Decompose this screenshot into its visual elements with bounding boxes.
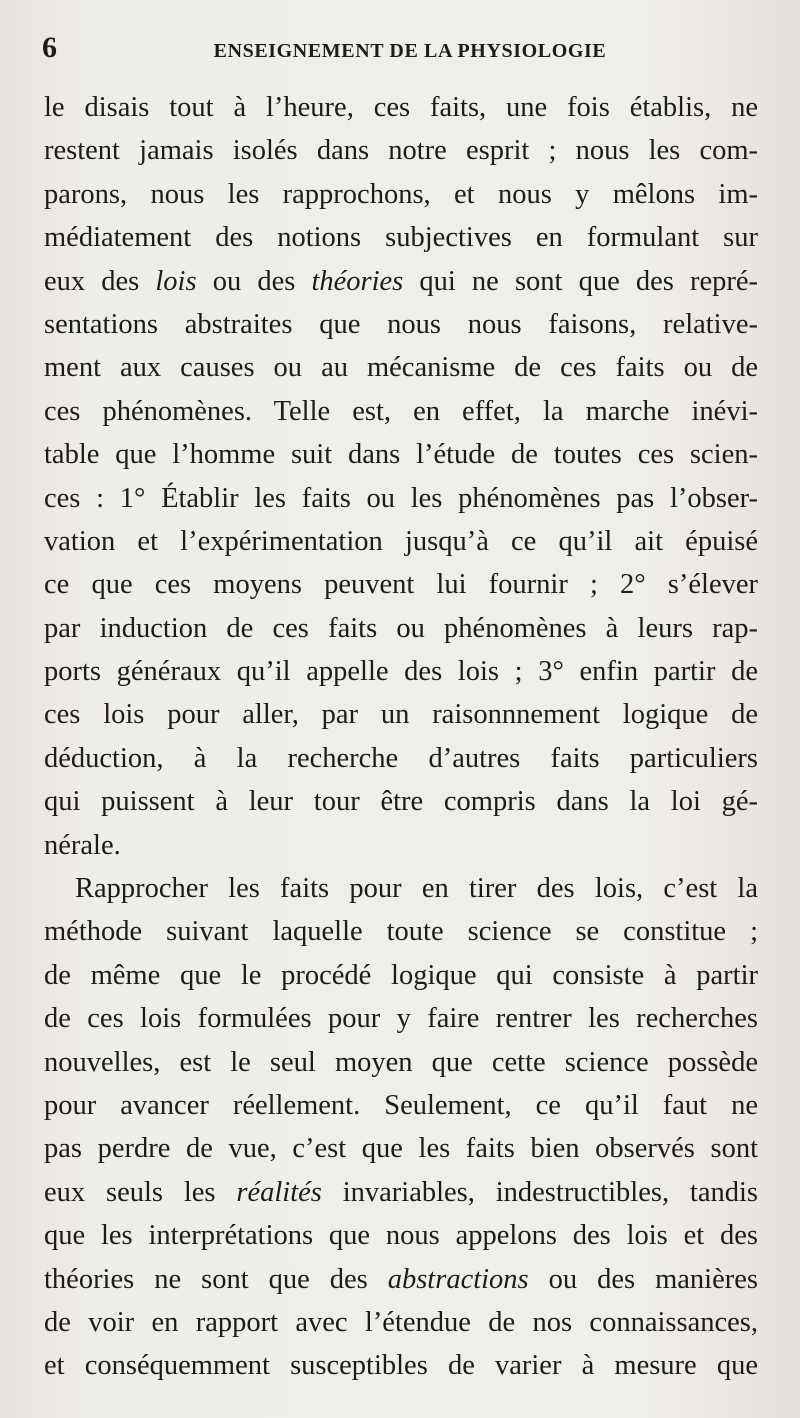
line-text: que les interprétations que nous appelons des lois et des — [44, 1220, 758, 1252]
text-line — [44, 1041, 758, 1084]
text-line — [44, 129, 758, 172]
line-text: nérale. — [44, 829, 121, 861]
text-line — [44, 346, 758, 389]
text-line — [44, 520, 758, 563]
line-text: sentations abstraites que nous nous faisons, relative- — [44, 308, 758, 340]
text-line — [44, 260, 758, 303]
line-text: le disais tout à l’heure, ces faits, une fois établis, ne — [44, 92, 758, 123]
text-line — [44, 1084, 758, 1127]
italic-term: lois — [155, 265, 197, 297]
text-line — [44, 693, 758, 736]
running-title: ENSEIGNEMENT DE LA PHYSIOLOGIE — [213, 40, 607, 62]
text-line — [44, 303, 758, 346]
text-line — [44, 1344, 758, 1387]
text-line — [44, 824, 758, 867]
italic-term: réalités — [236, 1176, 322, 1208]
text-line — [44, 216, 758, 259]
page-number: 6 — [42, 31, 57, 64]
line-text: qui puissent à leur tour être compris dans la loi gé- — [44, 786, 758, 818]
text-line — [44, 997, 758, 1040]
line-text: Rapprocher les faits pour en tirer des lois, c’est la — [75, 873, 758, 905]
italic-term: abstractions — [387, 1263, 529, 1295]
text-line — [44, 780, 758, 823]
line-text: par induction de ces faits ou phénomènes à leurs rap- — [44, 612, 758, 644]
text-line — [44, 737, 758, 780]
line-text: déduction, à la recherche d’autres faits particuliers — [44, 742, 758, 774]
line-text: ou des manières — [528, 1263, 758, 1295]
line-text: eux des — [44, 265, 156, 297]
text-line — [44, 390, 758, 433]
body-text — [44, 86, 758, 1388]
line-text: nouvelles, est le seul moyen que cette science possède — [44, 1046, 758, 1078]
line-text: méthode suivant laquelle toute science se constitue ; — [44, 916, 758, 948]
line-text: ces : 1° Établir les faits ou les phénomènes pas l’obser- — [44, 482, 758, 514]
text-line — [44, 433, 758, 476]
italic-term: théories — [311, 265, 404, 297]
line-text: pas perdre de vue, c’est que les faits bien observés sont — [44, 1133, 758, 1165]
line-text: eux seuls les — [44, 1176, 237, 1208]
line-text: ports généraux qu’il appelle des lois ; 3° enfin partir de — [44, 656, 758, 688]
line-text: restent jamais isolés dans notre esprit ; nous les com- — [44, 135, 758, 167]
line-text: vation et l’expérimentation jusqu’à ce qu’il ait épuisé — [44, 525, 758, 557]
line-text: ce que ces moyens peuvent lui fournir ; 2° s’élever — [44, 569, 758, 601]
line-text: et conséquemment susceptibles de varier à mesure que — [44, 1350, 758, 1382]
text-line — [44, 910, 758, 953]
text-line — [44, 954, 758, 997]
line-text: parons, nous les rapprochons, et nous y mêlons im- — [44, 178, 758, 210]
text-line — [44, 867, 758, 910]
text-line — [44, 1214, 758, 1257]
line-text: ces lois pour aller, par un raisonnnement logique de — [44, 699, 758, 731]
line-text: qui ne sont que des repré- — [403, 265, 758, 297]
text-line — [44, 477, 758, 520]
text-line — [44, 563, 758, 606]
line-text: de voir en rapport avec l’étendue de nos connaissances, — [44, 1306, 758, 1338]
text-line — [44, 173, 758, 216]
text-line — [44, 650, 758, 693]
line-text: ment aux causes ou au mécanisme de ces faits ou de — [44, 352, 758, 384]
line-text: théories ne sont que des — [44, 1263, 388, 1295]
text-line — [44, 1127, 758, 1170]
page-header — [0, 28, 800, 68]
line-text: invariables, indestructibles, tandis — [321, 1176, 759, 1208]
text-line — [44, 1301, 758, 1344]
text-line — [44, 607, 758, 650]
line-text: ces phénomènes. Telle est, en effet, la marche inévi- — [44, 395, 758, 427]
line-text: table que l’homme suit dans l’étude de toutes ces scien- — [44, 439, 758, 471]
line-text: de même que le procédé logique qui consiste à partir — [44, 959, 758, 991]
line-text: médiatement des notions subjectives en formulant sur — [44, 222, 758, 254]
line-text: pour avancer réellement. Seulement, ce qu’il faut ne — [44, 1089, 758, 1121]
text-line — [44, 1171, 758, 1214]
text-line — [44, 1258, 758, 1301]
text-line — [44, 86, 758, 129]
line-text: de ces lois formulées pour y faire rentrer les recherches — [44, 1003, 758, 1035]
line-text: ou des — [196, 265, 312, 297]
